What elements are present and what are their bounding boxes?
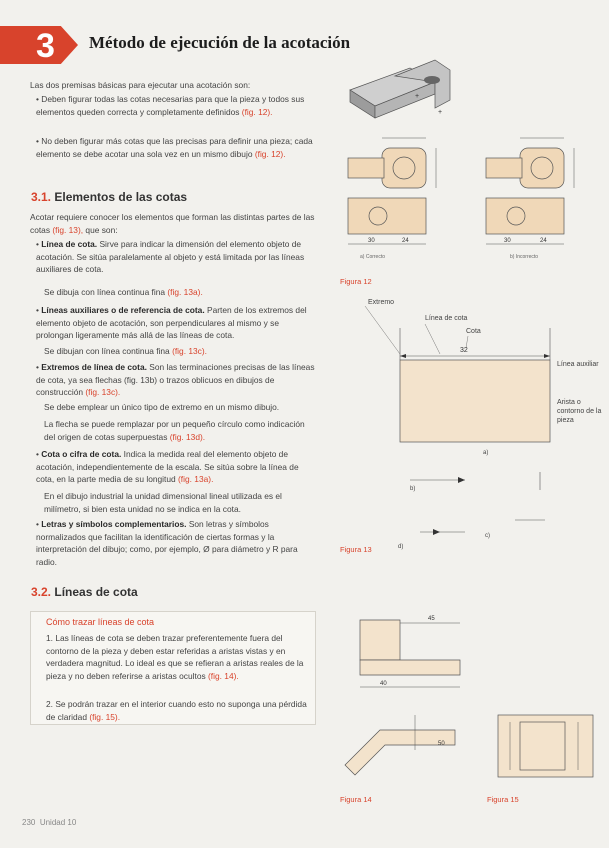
chapter-number: 3 [36,27,55,65]
section-31-title: 3.1. Elementos de las cotas [31,190,188,204]
fig13-letter-c: c) [485,533,490,539]
item-cota-note: En el dibujo industrial la unidad dimensional lineal utilizada es el milímetro, si bien esta unidad no se indica en la cota. [44,491,282,514]
fig12-incorrect-views [480,130,605,260]
intro-text: Las dos premisas básicas para ejecutar una acotación son: [30,80,251,90]
how-to-box-title: Cómo trazar líneas de cota [46,617,155,627]
intro-bullet-1: • Deben figurar todas las cotas necesarias para que la pieza y todos sus elementos queden correcta y completamente definidos (fig. 12). [36,94,305,117]
box-step-1: 1. Las líneas de cota se deben trazar preferentemente fuera del contorno de la pieza y deben estar referidas a aristas vistas y en verdadera magnitud. Lo ideal es que se refieran a aristas reales de la pieza y no deben referirse a aristas ocultos (fig. 14). [46,633,304,681]
item-extremos-note: Se debe emplear un único tipo de extremo en un mismo dibujo. [44,402,280,412]
item-linea-de-cota-note: Se dibuja con línea continua fina (fig. 13a). [44,287,203,297]
fig13-dimension-diagram [340,298,605,448]
item-extremos-note2: La flecha se puede remplazar por un pequeño círculo como indicación del origen de cotas superpuestas (fig. 13d). [44,419,305,442]
fig13-label-arista: Arista o contorno de la pieza [557,399,602,424]
svg-text:24: 24 [540,238,547,244]
fig13-caption: Figura 13 [340,545,372,554]
item-linea-de-cota: • Línea de cota. Sirve para indicar la dimensión del elemento objeto de acotación. Se sitúa paralelamente al objeto y está limitada por las líneas auxiliares de cota. [36,239,305,275]
section-32-title: 3.2. Líneas de cota [31,585,138,599]
fig12-correct-views [340,130,470,260]
fig12-isometric [340,60,460,130]
fig13-letter-d: d) [398,544,404,550]
svg-text:32: 32 [460,347,468,354]
svg-text:24: 24 [402,238,409,244]
fig13-label-linea-auxiliar: Línea auxiliar [557,361,599,368]
item-cota: • Cota o cifra de cota. Indica la medida real del elemento objeto de acotación, independientemente de la escala. Se sitúa sobre la línea de cota, en la parte media de su longitud (fig. 13a). [36,449,299,485]
svg-text:30: 30 [368,238,375,244]
fig13-small-examples [390,450,570,550]
intro-bullet-2: • No deben figurar más cotas que las precisas para definir una pieza; cada elemento se debe acotar una sola vez en un mismo dibujo (fig. 12). [36,136,313,159]
svg-text:b) Incorrecto: b) Incorrecto [510,254,539,260]
item-lineas-auxiliares: • Líneas auxiliares o de referencia de cota. Parten de los extremos del elemento objeto de acotación, son perpendiculares al mismo y se prolongan ligeramente más allá de las líneas de cota. [36,305,307,341]
svg-text:40: 40 [380,681,387,687]
fig15-drawing [490,710,605,790]
item-lineas-auxiliares-note: Se dibujan con línea continua fina (fig. 13c). [44,346,207,356]
page-footer: 230 Unidad 10 [22,818,77,827]
fig15-caption: Figura 15 [487,795,519,804]
fig12-caption: Figura 12 [340,277,372,286]
svg-text:a) Correcto: a) Correcto [360,254,386,260]
fig13-label-extremo: Extremo [368,299,395,306]
fig14-caption: Figura 14 [340,795,372,804]
fig13-letter-b: b) [410,486,416,492]
svg-text:30: 30 [504,238,511,244]
fig13-letter-a: a) [483,450,489,456]
item-extremos: • Extremos de línea de cota. Son las terminaciones precisas de las líneas de cota, ya sea flechas (fig. 13b) o trazos oblicuos en dibujos de construcción (fig. 13c). [36,362,315,398]
fig14-drawing [340,605,475,785]
section-31-intro: Acotar requiere conocer los elementos que forman las distintas partes de las cotas (fig. 13), que son: [30,212,315,235]
svg-text:+: + [438,109,443,116]
fig13-label-linea-cota: Línea de cota [425,315,468,322]
item-letras-simbolos: • Letras y símbolos complementarios. Son letras y símbolos normalizados que facilitan la identificación de ciertas formas y la interpretación del dibujo; como, por ejemplo, Ø para diámetro y R para radio. [36,519,298,567]
svg-text:45: 45 [428,616,435,622]
fig13-label-cota: Cota [466,328,481,335]
chapter-title: Método de ejecución de la acotación [89,33,351,52]
box-step-2: 2. Se podrán trazar en el interior cuando esto no suponga una pérdida de claridad (fig. 15). [46,699,307,722]
svg-text:+: + [415,93,420,100]
svg-text:50: 50 [438,741,445,747]
